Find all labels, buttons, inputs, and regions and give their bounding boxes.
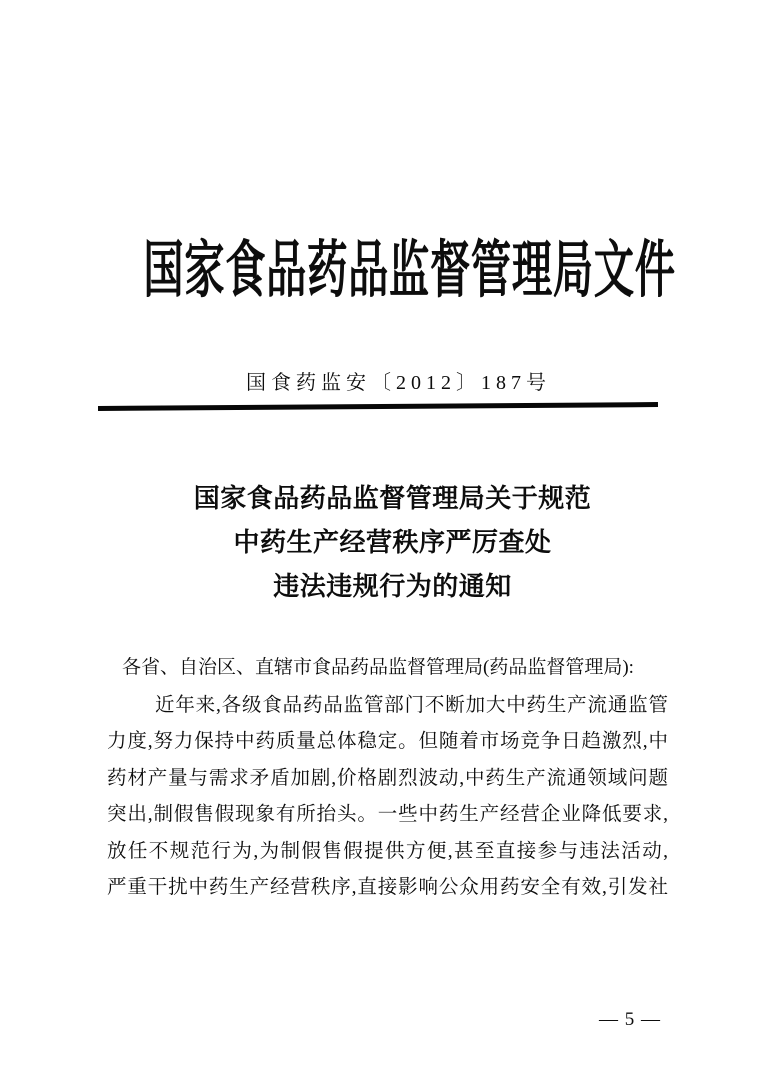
agency-masthead — [0, 234, 761, 308]
masthead-divider-rule — [98, 402, 658, 411]
paragraph-line: 严重干扰中药生产经营秩序,直接影响公众用药安全有效,引发社 — [107, 876, 668, 898]
paragraph-line: 药材产量与需求矛盾加剧,价格剧烈波动,中药生产流通领域问题 — [107, 767, 668, 789]
paragraph-line: 放任不规范行为,为制假售假提供方便,甚至直接参与违法活动, — [107, 840, 668, 862]
notice-title — [12, 477, 761, 609]
paragraph-line: 力度,努力保持中药质量总体稳定。但随着市场竞争日趋激烈,中 — [107, 731, 668, 753]
document-number: 国食药监安〔2012〕187号 — [246, 372, 551, 394]
body-paragraph — [107, 688, 668, 906]
salutation-line: 各省、自治区、直辖市食品药品监督管理局(药品监督管理局): — [122, 657, 634, 678]
agency-masthead-text: 国家食品药品监督管理局文件 — [143, 237, 676, 305]
notice-title-line-3: 违法违规行为的通知 — [273, 572, 512, 601]
notice-title-line-2: 中药生产经营秩序严厉查处 — [233, 528, 552, 557]
notice-title-line-1: 国家食品药品监督管理局关于规范 — [193, 484, 592, 513]
paragraph-line: 突出,制假售假现象有所抬头。一些中药生产经营企业降低要求, — [107, 804, 668, 826]
paragraph-line: 近年来,各级食品药品监管部门不断加大中药生产流通监管 — [155, 695, 668, 716]
page-number: — 5 — — [599, 1009, 661, 1030]
